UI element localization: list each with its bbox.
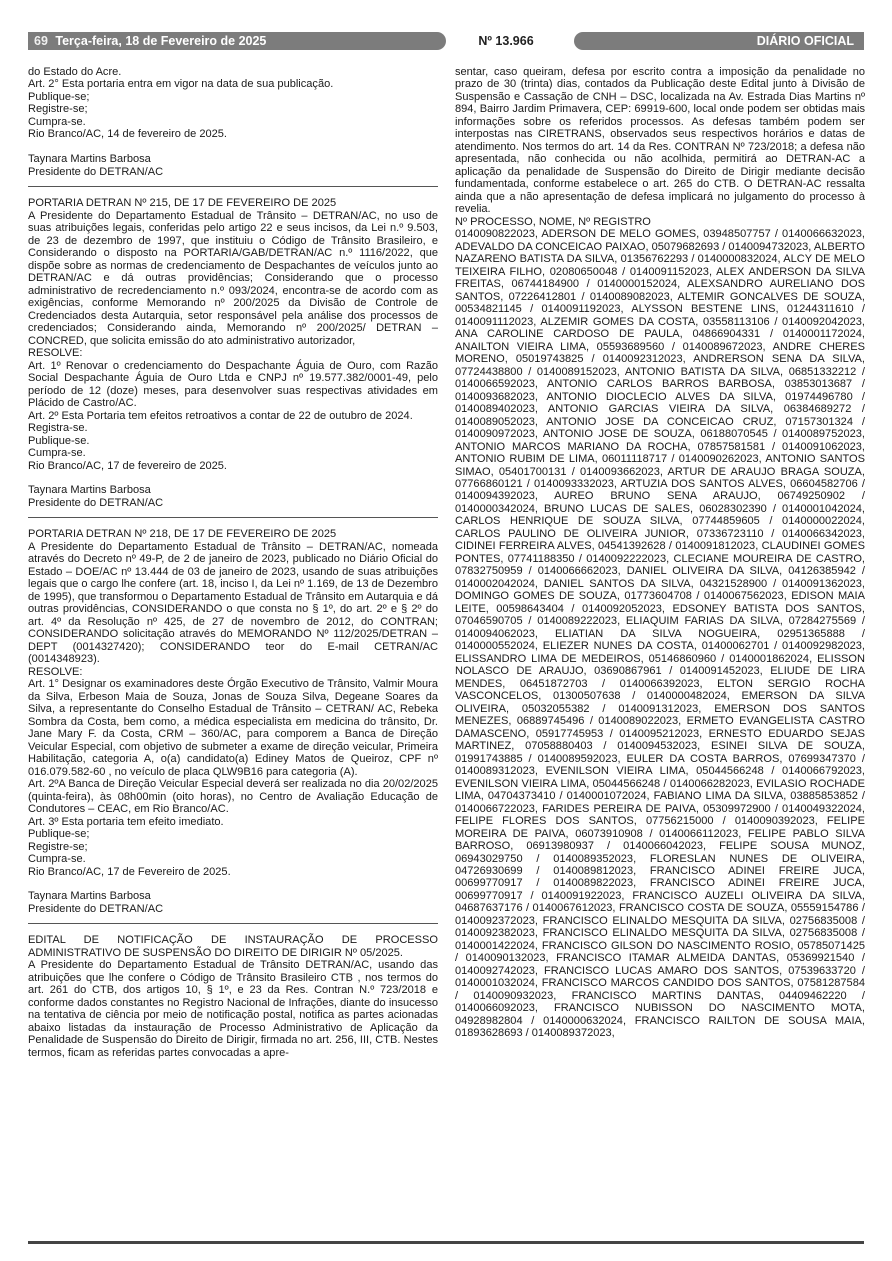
portaria-218-art2: Art. 2ºA Banca de Direção Veicular Especial deverá ser realizada no dia 20/02/2025 (quinta-feira), às 08h00min (oito horas), no Centro de Avaliação Educação de Condutores – CEAC, em Rio Branco/AC. <box>28 778 438 816</box>
text-line: Cumpra-se. <box>28 853 86 866</box>
text-line: Rio Branco/AC, 17 de fevereiro de 2025. <box>28 459 227 472</box>
text-line: Art. 3º Esta portaria tem efeito imediato. <box>28 815 224 828</box>
portaria-218-intro: A Presidente do Departamento Estadual de Trânsito – DETRAN/AC, nomeada através do Decreto nº 49-P, de 2 de janeiro de 2023, publicado no Diário Oficial do Estado – DOE/AC nº 13.444 de 03 de janeiro de 2023, usando de suas atribuições legais que o cargo lhe confere (art. 18, inciso I, da Lei nº 1.169, de 13 de Dezembro de 1995), que transformou o Departamento Estadual de Trânsito em Autarquia e dá outras providências, CONSIDERANDO o que consta no § 1º, do art. 2º e § 2º do art. 4º da Resolução nº 425, de 27 de novembro de 2012, do CONTRAN; CONSIDERANDO solicitação através do MEMORANDO Nº 112/2025/DETRAN – DEPT (0014327420); CONSIDERANDO teor do E-mail CETRAN/AC (0014348923). <box>28 540 438 666</box>
signature-name: Taynara Martins Barbosa <box>28 484 151 497</box>
portaria-215-resolve: RESOLVE: <box>28 347 83 360</box>
left-column <box>28 66 438 1252</box>
page-header <box>28 32 864 50</box>
records-list: 0140090822023, ADERSON DE MELO GOMES, 03948507757 / 0140066632023, ADEVALDO DA CONCEICAO PAIXAO, 05079682693 / 0140094732023, ALBERTO NAZARENO BATISTA DA SILVA, 01356762293 / 0140000832024, ALCY DE MELO TEIXEIRA FILHO, 02080650048 / 0140091152023, ALEX ANDERSON DA SILVA FREITAS, 06744184900 / 0140000152024, ALEXSANDRO AURELIANO DOS SANTOS, 07226412801 / 0140089082023, ALTEMIR GONCALVES DE SOUZA, 00534821145 / 0140091192023, ALYSSON BESTENE LINS, 01244311610 / 0140091112023, ALZEMIR GOMES DA COSTA, 03558113106 / 0140092042023, ANA CAROLINE CARDOSO DE PAULA, 04866904331 / 0140001172024, ANAILTON VIEIRA LIMA, 05593689560 / 0140089672023, ANDRE CHERES MORENO, 05019743825 / 0140092312023, ANDRERSON SENA DA SILVA, 07724438800 / 0140089152023, ANTONIO BATISTA DA SILVA, 06851332212 / 0140066592023, ANTONIO CARLOS BARROS BARBOSA, 03853013687 / 0140093682023, ANTONIO DIOCLECIO ALVES DA SILVA, 01974496780 / 0140089402023, ANTONIO GARCIAS VIEIRA DA SILVA, 06384689272 / 0140089052023, ANTONIO JOSE DA CONCEICAO CRUZ, 07157301324 / 0140090972023, ANTONIO JOSE DE SOUZA, 06188070545 / 0140089752023, ANTONIO MARCOS MARIANO DA ROCHA, 07857581581 / 0140091062023, ANTONIO RUBIM DE LIMA, 06011118717 / 0140090262023, ANTONIO SANTOS SIMAO, 05401700131 / 0140093662023, ARTUR DE ARAUJO BRAGA SOUZA, 07766860121 / 0140093332023, ARTUZIA DOS SANTOS ALVES, 06604582706 / 0140094392023, AUREO BRUNO SENA ARAUJO, 06749250902 / 0140000342024, BRUNO LUCAS DE SALES, 06028302390 / 0140001042024, CARLOS HENRIQUE DE SOUZA SILVA, 07744859605 / 0140000022024, CARLOS PAULINO DE OLIVEIRA JUNIOR, 07336723110 / 0140066342023, CIDINEI FERREIRA ALVES, 04541392628 / 0140091812023, CLAUDINEI GOMES PONTES, 07741188350 / 0140092222023, CLECIANE MOUREIRA DE CASTRO, 07832750959 / 0140066662023, DANIEL OLIVEIRA DA SILVA, 04126385942 / 0140002042024, DANIEL SANTOS DA SILVA, 04321528900 / 0140091362023, DOMINGO GOMES DE SOUZA, 01773604708 / 0140067562023, EDISON MAIA LEITE, 00598643404 / 0140092052023, EDSONEY BATISTA DOS SANTOS, 07046590705 / 0140089222023, ELIAQUIM FARIAS DA SILVA, 07284275569 / 0140094062023, ELIATIAN DA SILVA NOGUEIRA, 02951365888 / 0140000552024, ELIEZER NUNES DA COSTA, 01400062701 / 0140092982023, ELISSANDRO LIMA DE MEDEIROS, 05146860960 / 0140001862024, ELISSON NOLASCO DE ARAUJO, 03690867961 / 0140091452023, ELIUDE DE LIRA MENDES, 06451872703 / 0140066392023, ELTON SERGIO ROCHA VASCONCELOS, 01300507638 / 0140000482024, EMERSON DA SILVA OLIVEIRA, 05032055382 / 0140091312023, EMERSON DOS SANTOS MENEZES, 06889745496 / 0140089022023, ERMETO EVANGELISTA CASTRO DAMASCENO, 05917745953 / 0140095212023, ERNESTO EDUARDO SEJAS MARTINEZ, 07058880403 / 0140094532023, ESINEI SILVA DE SOUZA, 01991743885 / 0140089592023, EULER DA COSTA BARROS, 07699347370 / 0140089312023, EVENILSON VIEIRA LIMA, 05044566248 / 0140066792023, EVENILSON VIEIRA LIMA, 05044566248 / 0140066282023, EVILASIO ROCHADE LIMA, 04704373410 / 0140001072024, FABIANO LIMA DA SILVA, 03885853852 / 0140066722023, FARIDES PEREIRA DE PAIVA, 05309972900 / 0140049322024, FELIPE FLORES DOS SANTOS, 07756215000 / 0140090392023, FELIPE MOREIRA DE PAIVA, 06073910908 / 0140066112023, FELIPE PABLO SILVA BARROSO, 06913980937 / 0140066042023, FELIPE SOUSA MUNOZ, 06943029750 / 0140089352023, FLORESLAN NUNES DE OLIVEIRA, 04726930699 / 0140089812023, FRANCISCO ADINEI FREIRE JUCA, 00699770917 / 0140089822023, FRANCISCO ADINEI FREIRE JUCA, 00699770917 / 0140091922023, FRANCISCO AUZELI OLIVEIRA DA SILVA, 04687637176 / 0140067612023, FRANCISCO COSTA DE SOUZA, 05559154786 / 0140092372023, FRANCISCO ELINALDO MESQUITA DA SILVA, 02756835008 / 0140092382023, FRANCISCO ELINALDO MESQUITA DA SILVA, 02756835008 / 0140001422024, FRANCISCO GILSON DO NASCIMENTO ROSIO, 05785071425 / 0140090132023, FRANCISCO ITAMAR ALMEIDA DANTAS, 05369921540 / 0140092742023, FRANCISCO LUCAS AMARO DOS SANTOS, 07539633720 / 0140001032024, FRANCISCO MARCOS CANDIDO DOS SANTOS, 07581287584 / 0140090932023, FRANCISCO MARTINS DANTAS, 04409462220 / 0140066092023, FRANCISCO NUBISSON DO NASCIMENTO MOTA, 04928982804 / 0140000632024, FRANCISCO RAILTON DE SOUSA MAIA, 01893628693 / 0140089372023, <box>455 228 865 1040</box>
section-divider <box>28 923 438 924</box>
text-line: Publique-se; <box>28 828 90 841</box>
text-line: Rio Branco/AC, 17 de Fevereiro de 2025. <box>28 865 231 878</box>
footer-rule <box>28 1241 864 1244</box>
header-right-band <box>574 32 864 50</box>
text-line: Cumpra-se. <box>28 115 86 128</box>
edition-number-box <box>406 32 606 50</box>
text-line: Registre-se; <box>28 103 88 116</box>
text-line: Art. 2° Esta portaria entra em vigor na data de sua publicação. <box>28 78 334 91</box>
text-line: Registra-se. <box>28 422 88 435</box>
portaria-215-art1: Art. 1º Renovar o credenciamento do Despachante Águia de Ouro, com Razão Social Despachante Águia de Ouro Ltda e CNPJ nº 19.577.382/0001-49, pelo período de 12 (doze) meses, para desenvolver suas respectivas atividades em Plácido de Castro/AC. <box>28 359 438 410</box>
signature-role: Presidente do DETRAN/AC <box>28 496 164 509</box>
portaria-218-art1: Art. 1° Designar os examinadores deste Órgão Executivo de Trânsito, Valmir Moura da Silva, Erbeson Maia de Souza, Jonas de Souza Silva, Degeane Soares da Silva, a representante do Conselho Estadual de Trânsito – CETRAN/ AC, Rebeka Sombra da Costa, bem como, a médica especialista em medicina do trânsito, Dr. Jane Mary F. da Costa, CRM – 360/AC, para comporem a Banca de Direção Veicular Especial, com objetivo de submeter a exame de direção veicular, Primeira Habilitação, categoria A, o(a) candidato(a) Ediney Matos de Queiroz, CPF nº 016.079.582-60 , no veículo de placa QLW9B16 para categoria (A). <box>28 678 438 778</box>
publication-name: DIÁRIO OFICIAL <box>756 34 854 48</box>
right-column <box>455 66 865 1252</box>
portaria-218-resolve: RESOLVE: <box>28 665 83 678</box>
text-line: do Estado do Acre. <box>28 66 122 78</box>
text-line: Registre-se; <box>28 840 88 853</box>
signature-role: Presidente do DETRAN/AC <box>28 165 164 178</box>
edition-number: Nº 13.966 <box>454 34 557 48</box>
page-number: 69 <box>34 34 48 48</box>
text-line: Publique-se; <box>28 90 90 103</box>
portaria-218-title: PORTARIA DETRAN Nº 218, DE 17 DE FEVEREIRO DE 2025 <box>28 528 337 541</box>
text-line: Publique-se. <box>28 434 90 447</box>
signature-name: Taynara Martins Barbosa <box>28 890 151 903</box>
signature-role: Presidente do DETRAN/AC <box>28 902 164 915</box>
portaria-215-intro: A Presidente do Departamento Estadual de Trânsito – DETRAN/AC, no uso de suas atribuições legais, conferidas pelo artigo 22 e seus incisos, da Lei n.º 9.503, de 23 de dezembro de 1997, que instituiu o Código de Trânsito Brasileiro, e Considerando o disposto na PORTARIA/GAB/DETRAN/AC n.º 1116/2022, que dispõe sobre as normas de credenciamento de Despachantes de veículos junto ao DETRAN/AC e dá outras providências; Considerando que o processo administrativo de recredenciamento n.º 093/2024, encontra-se de acordo com as exigências, conforme Memorando nº 200/2025 da Divisão de Controle de Credenciados desta Autarquia, setor responsável pela análise dos processos de credenciados; Considerando ainda, Memorando nº 200/2025/ DETRAN – CONCRED, que solicita emissão do ato administrativo autorizador, <box>28 209 438 347</box>
text-line: Rio Branco/AC, 14 de fevereiro de 2025. <box>28 128 227 141</box>
edital-title: EDITAL DE NOTIFICAÇÃO DE INSTAURAÇÃO DE PROCESSO ADMINISTRATIVO DE SUSPENSÃO DO DIREITO DE DIRIGIR Nº 05/2025. <box>28 934 438 959</box>
signature-name: Taynara Martins Barbosa <box>28 153 151 166</box>
portaria-215-title: PORTARIA DETRAN Nº 215, DE 17 DE FEVEREIRO DE 2025 <box>28 197 337 210</box>
records-list-header: Nº PROCESSO, NOME, Nº REGISTRO <box>455 215 651 228</box>
edital-continuation: sentar, caso queiram, defesa por escrito contra a imposição da penalidade no prazo de 30 (trinta) dias, contados da Publicação deste Edital junto à Divisão de Suspensão e Cassação de CNH – DSC, localizada na Av. Estrada Dias Martins nº 894, Bairro Jardim Primavera, CEP: 69919-600, local onde podem ser obtidas mais informações sobre os referidos processos. As defesas também podem ser interpostas nas CIRETRANS, observados seus respectivos horários e datas de atendimento. Nos termos do art. 14 da Res. CONTRAN Nº 723/2018; a defesa não apresentada, não conhecida ou não acolhida, permitirá ao DETRAN-AC a aplicação da penalidade de Suspensão do Direito de Dirigir mediante decisão fundamentada, conforme estabelece o art. 265 do CTB. O DETRAN-AC ressalta ainda que a não apresentação de defesa implicará no julgamento do processo à revelia. <box>455 66 865 216</box>
issue-date: Terça-feira, 18 de Fevereiro de 2025 <box>55 34 267 48</box>
text-line: Cumpra-se. <box>28 447 86 460</box>
edital-body: A Presidente do Departamento Estadual de Trânsito DETRAN/AC, usando das atribuições que lhe confere o Código de Trânsito Brasileiro CTB , nos termos do art. 261 do CTB, dos artigos 10, § 1º, e 23 da Res. Contran N.º 723/2018 e conforme dados constantes no Registro Nacional de Infrações, diante do insucesso na tentativa de ciência por meio de notificação postal, notifica as partes acionadas abaixo listadas da instauração de Processo Administrativo de Aplicação da Penalidade de Suspensão do Direito de Dirigir, firmada no art. 256, III, CTB. Nestes termos, ficam as referidas partes convocadas a apre- <box>28 959 438 1059</box>
section-divider <box>28 517 438 518</box>
portaria-215-art2: Art. 2º Esta Portaria tem efeitos retroativos a contar de 22 de outubro de 2024. <box>28 409 413 422</box>
section-divider <box>28 186 438 187</box>
header-left-band <box>28 32 446 50</box>
